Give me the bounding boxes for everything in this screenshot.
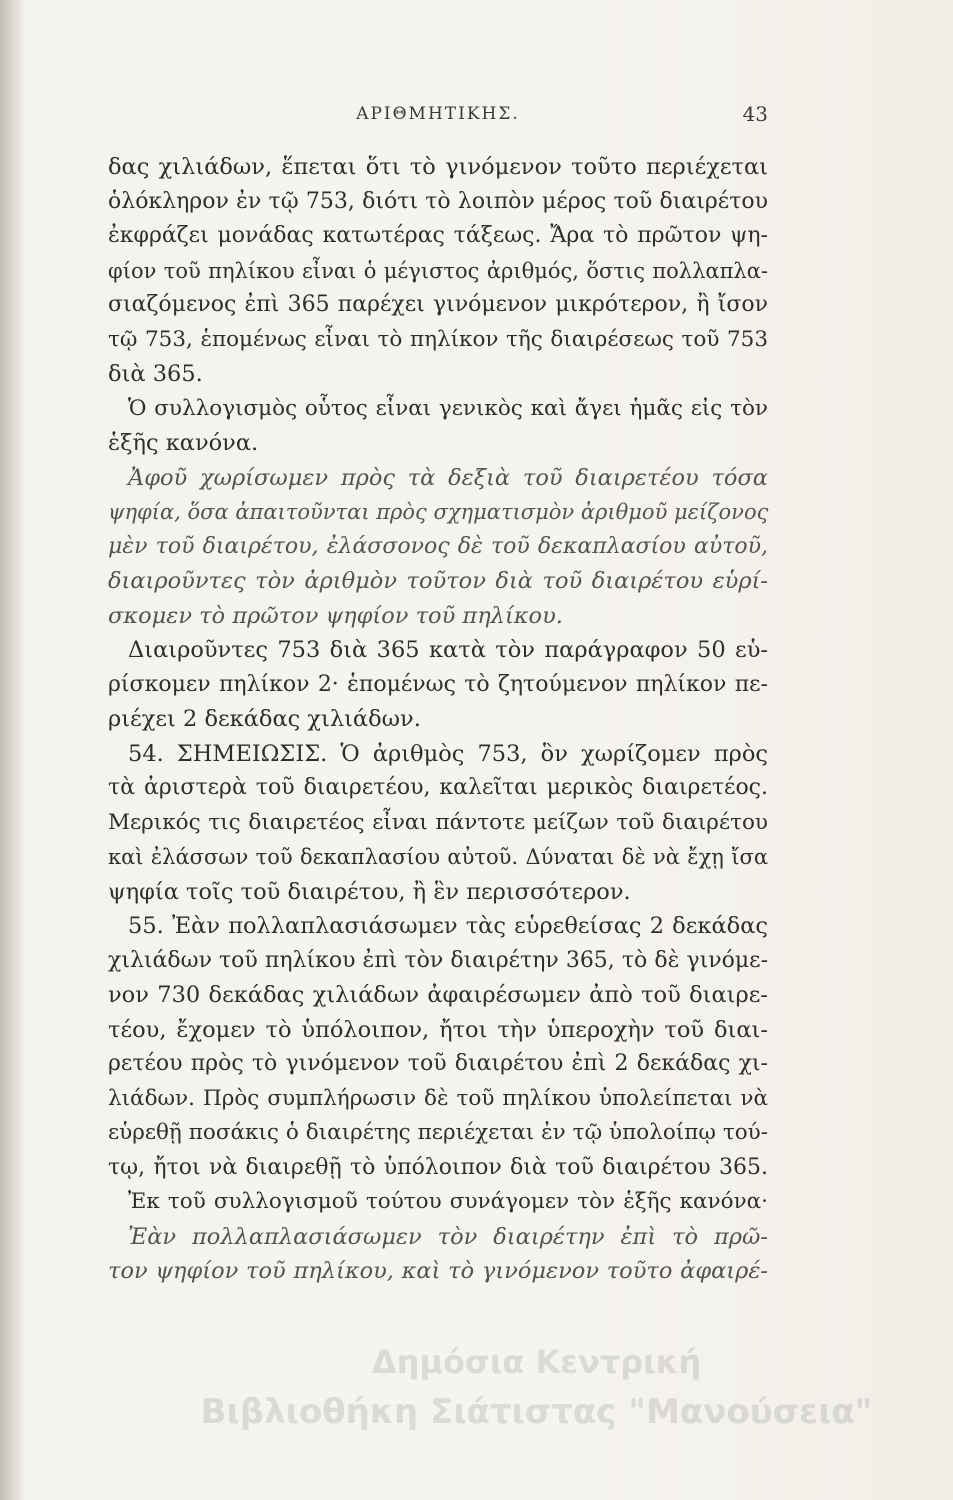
library-watermark-line-1: Δημόσια Κεντρική [371,1343,702,1381]
text-line: ψηφία, ὅσα ἀπαιτοῦνται πρὸς σχηματισμὸν ἀριθμοῦ μείζονος [108,500,769,524]
spine-shadow [0,0,24,1500]
text-line: Ἐὰν πολλαπλασιάσωμεν τὸν διαιρέτην ἐπὶ τὸ πρῶ- [128,1223,768,1250]
text-line: καὶ ἐλάσσων τοῦ δεκαπλασίου αὐτοῦ. Δύναται δὲ νὰ ἔχῃ ἴσα [108,845,768,869]
text-line: νον 730 δεκάδας χιλιάδων ἀφαιρέσωμεν ἀπὸ τοῦ διαιρε- [108,982,768,1008]
text-line: εὑρεθῇ ποσάκις ὁ διαιρέτης περιέχεται ἐν τῷ ὑπολοίπῳ τού- [108,1120,768,1145]
text-line: ψηφία τοῖς τοῦ διαιρέτου, ἢ ἓν περισσότερον. [108,878,631,905]
running-head: ΑΡΙΘΜΗΤΙΚΗΣ. [356,104,520,124]
text-line: ρετέου πρὸς τὸ γινόμενον τοῦ διαιρέτου ἐπὶ 2 δεκάδας χι- [108,1051,768,1076]
library-watermark-line-2: Βιβλιοθήκη Σιάτιστας "Μανούσεια" [200,1392,873,1432]
text-line: φίον τοῦ πηλίκου εἶναι ὁ μέγιστος ἀριθμός, ὅστις πολλαπλα- [108,258,768,283]
text-line: ρίσκομεν πηλίκον 2· ἑπομένως τὸ ζητούμενον πηλίκον πε- [108,671,768,697]
text-line: τέου, ἔχομεν τὸ ὑπόλοιπον, ἤτοι τὴν ὑπεροχὴν τοῦ διαι- [108,1016,768,1043]
text-line: διαιροῦντες τὸν ἀριθμὸν τοῦτον διὰ τοῦ διαιρέτου εὑρί- [108,568,768,594]
text-line: λιάδων. Πρὸς συμπλήρωσιν δὲ τοῦ πηλίκου ὑπολείπεται νὰ [108,1085,768,1111]
text-line: διὰ 365. [108,361,203,387]
text-line: Ἐκ τοῦ συλλογισμοῦ τούτου συνάγομεν τὸν ἑξῆς κανόνα· [128,1189,768,1214]
text-line: Ὁ συλλογισμὸς οὗτος εἶναι γενικὸς καὶ ἄγει ἡμᾶς εἰς τὸν [128,395,768,421]
text-line: τὰ ἀριστερὰ τοῦ διαιρετέου, καλεῖται μερικὸς διαιρετέος. [108,775,768,800]
text-line: ριέχει 2 δεκάδας χιλιάδων. [108,706,421,732]
body-text [108,150,768,1289]
text-line: τῷ 753, ἑπομένως εἶναι τὸ πηλίκον τῆς διαιρέσεως τοῦ 753 [108,326,768,352]
text-line: τῳ, ἤτοι νὰ διαιρεθῇ τὸ ὑπόλοιπον διὰ τοῦ διαιρέτου 365. [108,1154,768,1180]
text-line: ἑξῆς κανόνα. [108,430,259,456]
text-line: χιλιάδων τοῦ πηλίκου ἐπὶ τὸν διαιρέτην 365, τὸ δὲ γινόμε- [108,947,768,973]
text-line: Ἀφοῦ χωρίσωμεν πρὸς τὰ δεξιὰ τοῦ διαιρετέου τόσα [128,464,768,491]
text-line: 55. Ἐὰν πολλαπλασιάσωμεν τὰς εὑρεθείσας 2 δεκάδας [128,913,768,939]
page-number: 43 [742,102,768,126]
text-line: Διαιροῦντες 753 διὰ 365 κατὰ τὸν παράγραφον 50 εὑ- [128,637,768,663]
text-line: Μερικός τις διαιρετέος εἶναι πάντοτε μείζων τοῦ διαιρέτου [108,809,768,835]
text-line: 54. ΣΗΜΕΙΩΣΙΣ. Ὁ ἀριθμὸς 753, ὃν χωρίζομεν πρὸς [128,740,768,767]
text-line: σιαζόμενος ἐπὶ 365 παρέχει γινόμενον μικρότερον, ἢ ἴσον [108,292,768,317]
page-header [108,104,768,134]
text-line: μὲν τοῦ διαιρέτου, ἐλάσσονος δὲ τοῦ δεκαπλασίου αὐτοῦ, [108,533,768,559]
text-line: ὁλόκληρον ἐν τῷ 753, διότι τὸ λοιπὸν μέρος τοῦ διαιρέτου [108,188,768,214]
text-line: σκομεν τὸ πρῶτον ψηφίον τοῦ πηλίκου. [108,602,563,629]
text-line: ἐκφράζει μονάδας κατωτέρας τάξεως. Ἄρα τὸ πρῶτον ψη- [108,223,768,248]
text-line: δας χιλιάδων, ἕπεται ὅτι τὸ γινόμενον τοῦτο περιέχεται [108,154,768,180]
text-line: τον ψηφίον τοῦ πηλίκου, καὶ τὸ γινόμενον τοῦτο ἀφαιρέ- [108,1258,768,1284]
